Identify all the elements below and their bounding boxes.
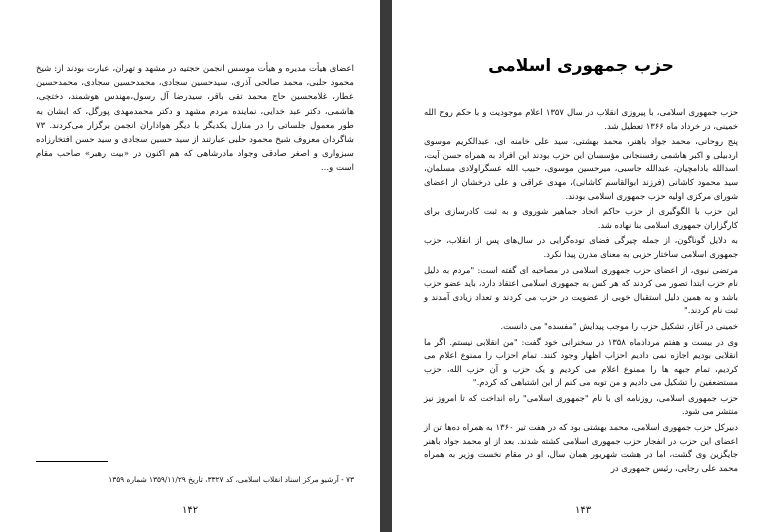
footnote-divider (36, 461, 108, 462)
left-page (0, 0, 380, 532)
right-paragraph: مرتضی نبوی، از اعضای حزب جمهوری اسلامی در مصاحبه ای گفته است: "مردم به دلیل نام حزب ابتدا تصور می کردند که هر کس به جمهوری اسلامی اعتقاد دارد، باید عضو حزب باشد و به همین دلیل استقبال خوبی از عضویت در حزب می کردند و تعداد زیادی آمدند و ثبت نام کردند." (424, 264, 738, 316)
right-paragraph: این حزب با الگوگیری از حزب حاکم اتحاد جماهیر شوروی و به ثبت کادرسازی برای کارگزاران جمهوری اسلامی بنا نهاده شد. (424, 206, 738, 230)
chapter-title: حزب جمهوری اسلامی (488, 56, 674, 76)
right-paragraph: حزب جمهوری اسلامی، با پیروزی انقلاب در سال ۱۳۵۷ اعلام موجودیت و با حکم روح الله خمینی، در خرداد ماه ۱۳۶۶ تعطیل شد. (424, 107, 738, 131)
right-body-text (424, 106, 738, 477)
right-paragraph: دبیرکل حزب جمهوری اسلامی، محمد بهشتی بود که در هفت تیر ۱۳۶۰ به همراه ده‌ها تن از اعضای این حزب در انفجار حزب جمهوری اسلامی کشته شدند. بعد از او محمد جواد باهنر جایگزین وی گشت، اما در هشت شهریور همان سال، او در مقام نخست وزیر به همراه محمد علی رجایی، رئیس جمهوری در (424, 422, 738, 473)
right-paragraph: به دلایل گوناگون، از جمله چیرگی فضای توده‌گرایی در سال‌های پس از انقلاب، حزب جمهوری اسلامی ساختار حزبی به معنای مدرن پیدا نکرد. (424, 235, 738, 259)
right-paragraph: حزب جمهوری اسلامی، روزنامه ای با نام "جمهوری اسلامی" راه انداخت که تا امروز نیز منتشر می شود. (424, 392, 738, 417)
right-paragraph: وی در بیست و هفتم مردادماه ۱۳۵۸ در سخنرانی خود گفت: "من انقلابی نیستم. اگر ما انقلابی بودیم اجازه نمی دادیم احزاب اظهار وجود کنند. تمام احزاب را ممنوع اعلام می کردیم، تمام جبهه ها را ممنوع اعلام می کردیم و یک حزب و آن حزب الله، حزب مستضعفین را تشکیل می دادیم و من توبه می کنم از این اشتباهی که کردم." (424, 336, 738, 388)
right-paragraph: پنج روحانی، محمد جواد باهنر، محمد بهشتی، سید علی خامنه ای، عبدالکریم موسوی اردبیلی و اکبر هاشمی رفسنجانی مؤسسان این حزب بودند این افراد به همراه حسن آیت، اسدالله بادامچیان، عبدالله جاسبی، میرحسین موسوی، حبیب الله عسگراولادی مسلمان، سید محمود کاشانی (فرزند ابوالقاسم کاشانی)، مهدی عراقی و علی درخشان از اعضای شورای مرکزی اولیه حزب جمهوری اسلامی بودند. (424, 136, 738, 201)
left-body-text (36, 62, 354, 176)
right-page-number: ۱۴۳ (575, 505, 592, 516)
left-paragraph: اعضای هیأت مدیره و هیأت موسس انجمن حجتیه در مشهد و تهران، عبارت بودند از: شیخ محمود حلبی، محمد صالحی آذری، سیدحسین سجادی، محمدحسین سجادی، محمدحسین عطار، غلامحسین حاج محمد تقی باقر، سیدرضا آل رسول،مهندس هوشمند، دختچی، هاشمی، دکتر عبد خدایی، نماینده مردم مشهد و دکتر محمدمهدی پورگل، که ایشان به طور معمول جلساتی را در منازل یکدیگر با دیگر هواداران انجمن برگزار می‌کردند. ۷۳ شاگردان معروف شیخ محمود حلبی عبارتند از سید حسین سجادی و سید حسن افتخارزاده سبزواری و اصغر صادقی وجواد مادرشاهی که هم اکنون در «بیت رهبر» صاحب مقام است و... (36, 64, 354, 174)
right-paragraph: خمینی در آغاز، تشکیل حزب را موجب پیدایش "مفسده" می دانست. (500, 320, 738, 331)
book-gutter (380, 0, 392, 532)
footnote: ۷۳ - آرشیو مرکز اسناد انقلاب اسلامی، کد ۳۳۲۷، تاریخ ۱۳۵۹/۱۱/۲۹ شماره ۱۳۵۹ (108, 475, 354, 484)
left-page-number: ۱۴۲ (182, 505, 199, 516)
